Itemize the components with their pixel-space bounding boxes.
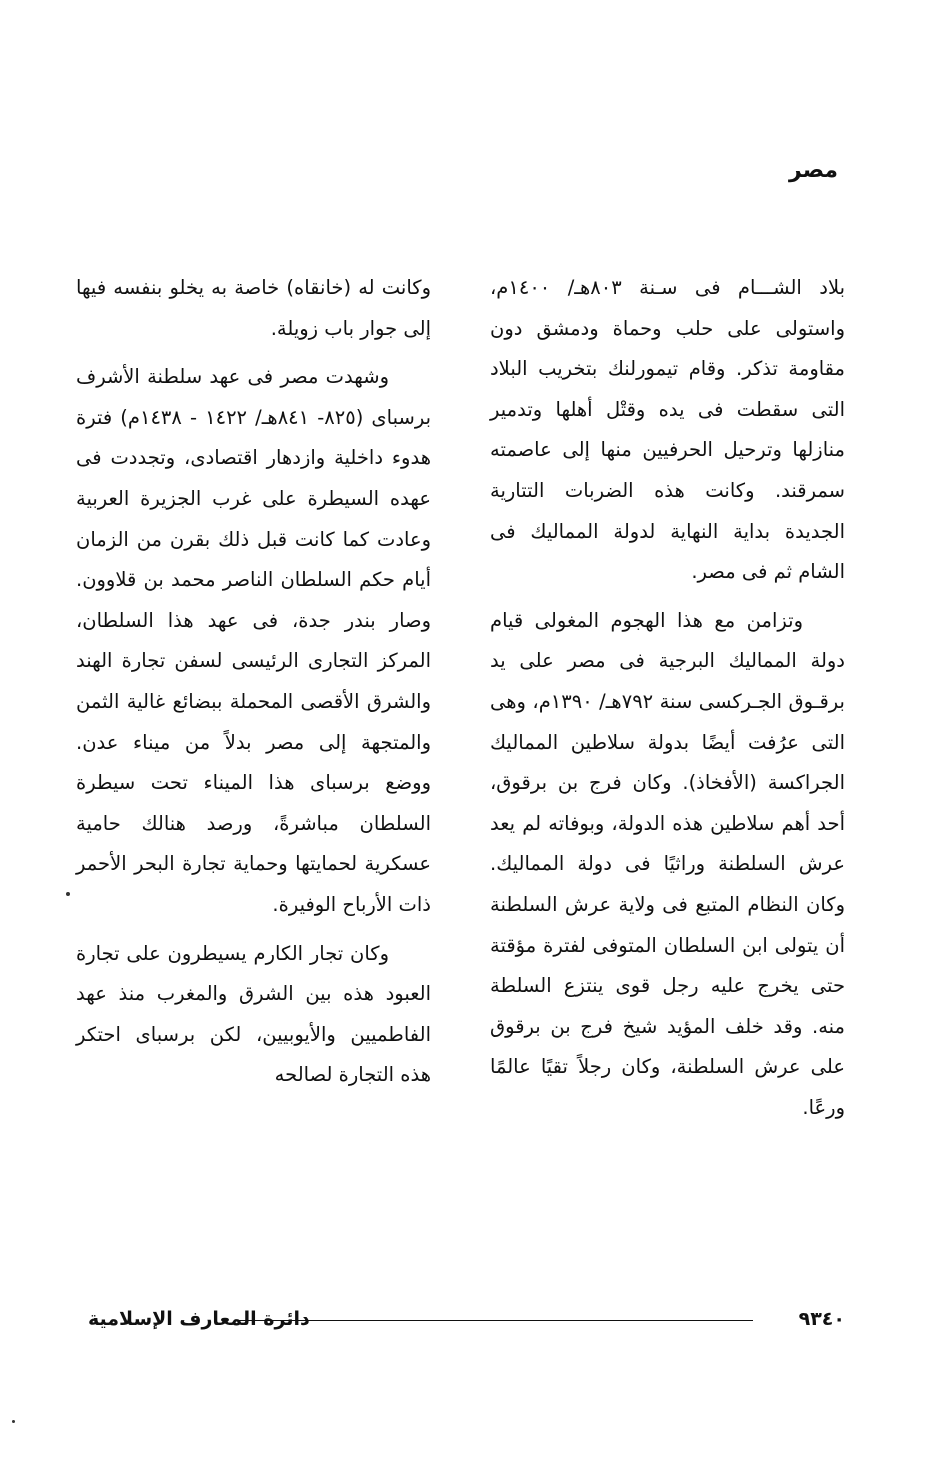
footer-rule	[238, 1320, 753, 1321]
paragraph: وتزامن مع هذا الهجوم المغولى قيام دولة المماليك البرجية فى مصر على يد برقـوق الجـركسى سنة ٧٩٢هـ/ ١٣٩٠م، وهى التى عرُفت أيضًا بدولة سلاطين المماليك الجراكسة (الأفخاذ). وكان فرج بن برقوق، أحد أهم سلاطين هذه الدولة، وبوفاته لم يعد عرش السلطنة وراثيًا فى دولة المماليك. وكان النظام المتبع فى ولاية عرش السلطنة أن يتولى ابن السلطان المتوفى لفترة مؤقتة حتى يخرج عليه رجل قوى ينتزع السلطة منه. وقد خلف المؤيد شيخ فرج بن برقوق على عرش السلطنة، وكان رجلاً تقيًا عالمًا ورعًا.	[490, 608, 845, 1119]
paragraph: وشهدت مصر فى عهد سلطنة الأشرف برسباى (٨٢٥- ٨٤١هـ/ ١٤٢٢ - ١٤٣٨م) فترة هدوء داخلية وازدهار اقتصادى، وتجددت فى عهده السيطرة على غرب الجزيرة العربية وعادت كما كانت قبل ذلك بقرن من الزمان أيام حكم السلطان الناصر محمد بن قلاوون. وصار بندر جدة، فى عهد هذا السلطان، المركز التجارى الرئيسى لسفن تجارة الهند والشرق الأقصى المحملة ببضائع غالية الثمن والمتجهة إلى مصر بدلاً من ميناء عدن. ووضع برسباى هذا الميناء تحت سيطرة السلطان مباشرةً، ورصد هنالك حامية عسكرية لحمايتها وحماية تجارة البحر الأحمر ذات الأرباح الوفيرة.	[76, 365, 432, 916]
publication-title: دائرة المعارف الإسلامية	[88, 1308, 310, 1330]
running-header: مصر	[789, 158, 838, 183]
page-number: ٩٣٤٠	[798, 1308, 845, 1330]
paragraph: بلاد الشـــام فى سـنة ٨٠٣هـ/ ١٤٠٠م، واستولى على حلب وحماة ودمشق دون مقاومة تذكر. وقام تيمورلنك بتخريب البلاد التى سقطت فى يده وقتْل أهلها وتدمير منازلها وترحيل الحرفيين منها إلى عاصمته سمرقند. وكانت هذه الضربات التتارية الجديدة بداية النهاية لدولة المماليك فى الشام ثم فى مصر.	[490, 276, 846, 584]
right-column	[490, 268, 845, 1128]
left-column	[76, 268, 431, 1096]
page-footer	[88, 1302, 845, 1336]
paragraph: وكانت له (خانقاه) خاصة به يخلو بنفسه فيها إلى جوار باب زويلة.	[76, 276, 431, 340]
scan-speck	[12, 1420, 15, 1423]
scan-speck	[66, 892, 70, 896]
paragraph: وكان تجار الكارم يسيطرون على تجارة العبود هذه بين الشرق والمغرب منذ عهد الفاطميين والأيوبيين، لكن برسباى احتكر هذه التجارة لصالحه	[76, 941, 431, 1087]
